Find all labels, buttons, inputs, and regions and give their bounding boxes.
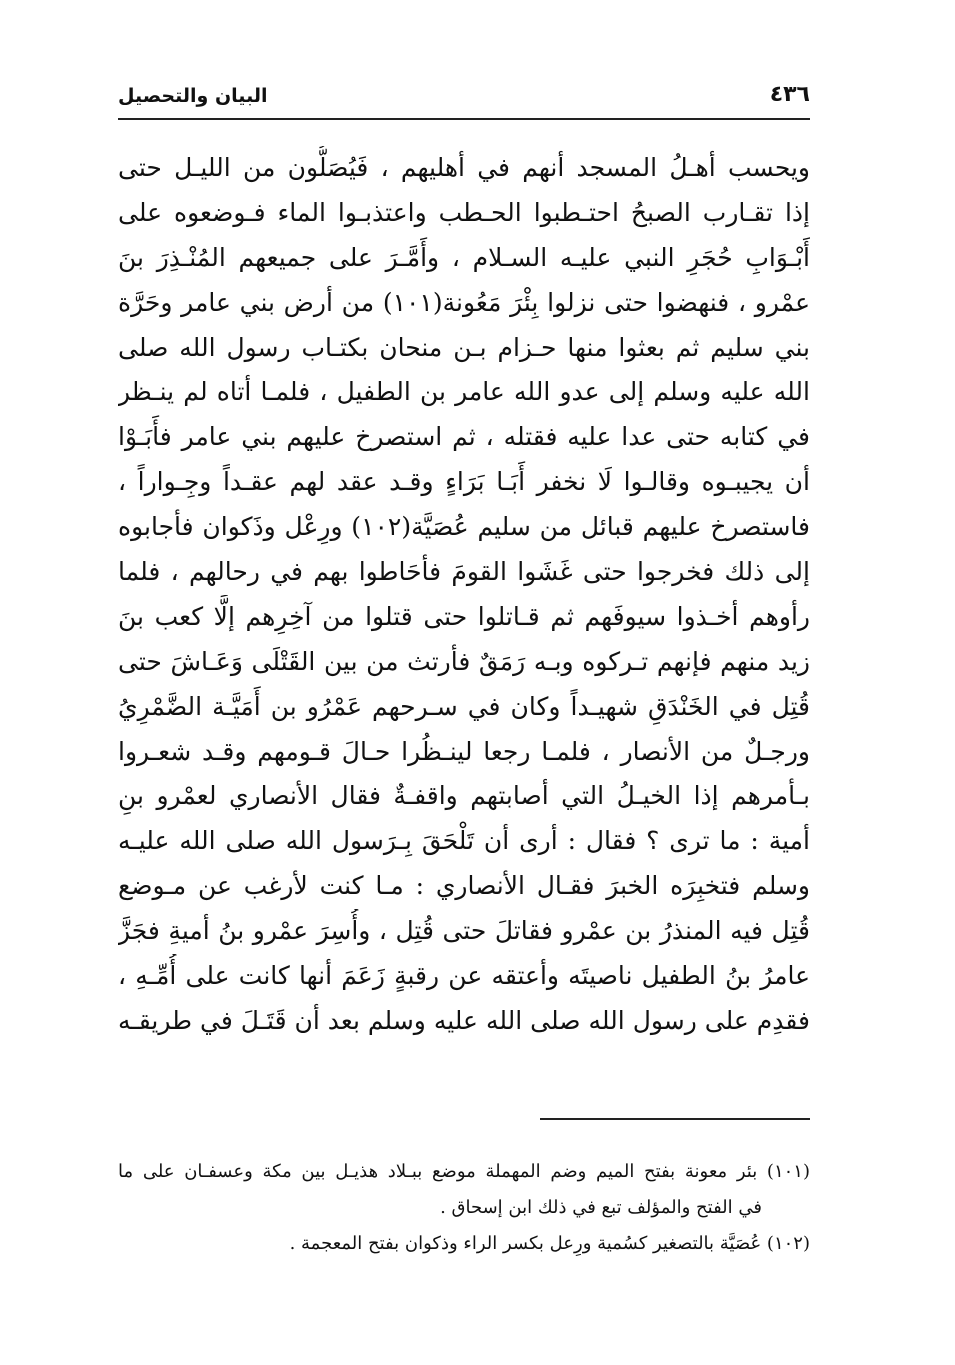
text-line: أَبْـوَابِ حُجَرِ النبي عليـه السـلام ، وأَمَّـرَ على جميعهم المُنْـذِرَ بنَ [118, 242, 810, 272]
footnote-102: (١٠٢) عُصَيَّة بالتصغير كسُمية ورِعل بكسر الراء وذكوان بفتح المعجمة . [289, 1233, 810, 1254]
text-line: فقدِم على رسول الله صلى الله عليه وسلم بعد أن قَتَـلَ في طريقـه [118, 1005, 810, 1035]
text-line: عمْرو ، فنهضوا حتى نزلوا بِئْرَ مَعُونة(١٠١) من أرض بني عامر وحَرَّة [118, 287, 810, 317]
page-number: ٤٣٦ [769, 82, 810, 107]
text-line: أمية : ما ترى ؟ فقال : أرى أن تَلْحَقَ بِـرَسول الله صلى الله عليـه [118, 826, 810, 856]
text-line: عامرُ بنُ الطفيل ناصيتَه وأعتقه عن رقبةٍ زَعَمَ أنها كانت على أُمِّـهِ ، [118, 961, 810, 991]
text-line: ويحسب أهـلُ المسجد أنهم في أهليهم ، فَيُصَلُّون من الليـل حتى [118, 153, 810, 182]
text-line: بني سليم ثم بعثوا منها حـزام بـن منحان بكتـاب رسول الله صلى [118, 332, 810, 362]
text-line: أن يجيبـوه وقالـوا لَا نخفر أَبَـا بَرَاءٍ وقـد عقد لهم عقـداً وجِـواراً ، [118, 467, 810, 497]
text-line: رأوهم أخـذوا سيوفَهم ثم قـاتلوا حتى قتلوا من آخِرِهم إلَّا كعب بنَ [118, 601, 810, 631]
text-line: ورجـلٌ من الأنصار ، فلمـا رجعا لينـظُرا حـالَ قـومهم وقـد شعـروا [118, 736, 810, 766]
book-title: البيان والتحصيل [118, 85, 268, 107]
footnote-101-continuation: في الفتح والمؤلف تبع في ذلك ابن إسحاق . [440, 1197, 762, 1218]
text-line: الله عليه وسلم إلى عدو الله عامر بن الطفيل ، فلمـا أتاه لم ينـظر [118, 377, 810, 407]
text-line: قُتِل فيه المنذرُ بن عمْرو فقاتلَ حتى قُتِل ، وأُسِرَ عمْرو بنُ أميةِ فجَزَّ [118, 916, 810, 946]
header-rule [118, 118, 810, 120]
text-line: في كتابه حتى عدا عليه فقتله ، ثم استصرخ عليهم بني عامر فأَبَـوْا [118, 422, 810, 452]
footnote-rule [540, 1118, 810, 1120]
text-line: إلى ذلك فخرجوا حتى غَشَوا القومَ فأحَاطوا بهم في رحالهم ، فلما [118, 557, 810, 587]
text-line: وسلم فتخبِرَه الخبرَ فقـال الأنصاري : مـا كنت لأرغب عن مـوضع [118, 871, 810, 901]
text-line: بـأمرهم إذا الخيـلُ التي أصابتهم واقفـةٌ فقال الأنصاري لعمْرو بنِ [118, 781, 810, 811]
text-line: فاستصرخ عليهم قبائل من سليم عُصَيَّة(١٠٢) ورِعْل وذَكوان فأجابوه [118, 512, 810, 542]
main-text [118, 146, 810, 1044]
running-header [118, 80, 810, 116]
footnotes [118, 1154, 810, 1262]
text-line: زيد منهم فإنهم تـركوه وبـه رَمَقٌ فأرتث من بين القَتْلَى وَعَـاشَ حتى [118, 646, 810, 676]
text-line: قُتِل في الخَنْدَقِ شهيـداً وكان في سـرحهم عَمْرُو بن أَمَيَّـة الضَّمْرِيُ [118, 691, 810, 721]
text-line: إذا تقـارب الصبحُ احتـطبوا الحـطب واعتذبـوا الماء فـوضعوه على [118, 197, 810, 227]
footnote-101: (١٠١) بئر معونة بفتح الميم وضم المهملة موضع ببـلاد هذيـل بين مكة وعسفـان على ما [118, 1161, 810, 1182]
